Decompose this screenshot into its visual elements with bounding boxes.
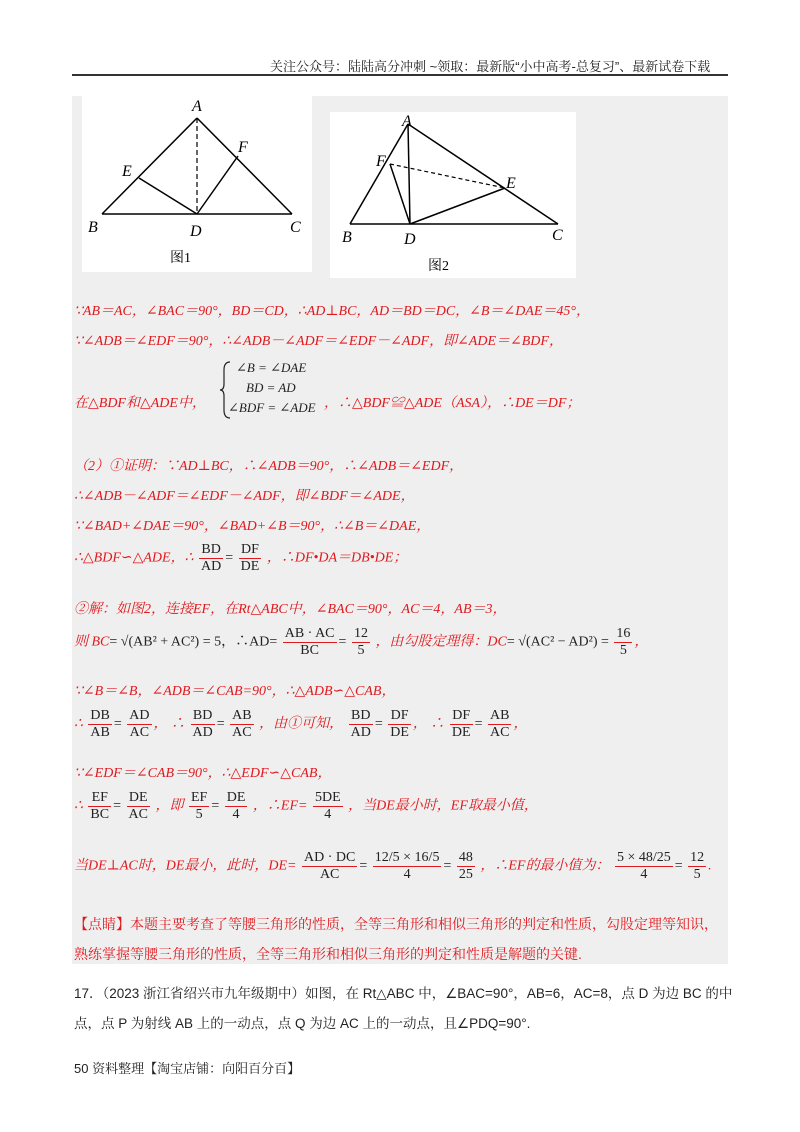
fig2-label-e: E — [506, 175, 516, 192]
fig1-label-b: B — [88, 219, 98, 236]
fraction-bd-ad: $\frac{BD}{AD}$ — [201, 542, 222, 574]
solution-line-9: 则 BC= √(AB² + AC²) = 5，∴AD= $\frac{AB \cdot AC}{BC}$ = $\frac{12}{5}$ ，由勾股定理得：DC= √(AC² − AD²) = $\frac{16}{5}$ ， — [74, 626, 649, 658]
brace-row-3: ∠BDF = ∠ADE — [228, 400, 316, 415]
fig1-label-e: E — [122, 163, 132, 180]
fraction-12-5: $\frac{12}{5}$ — [353, 626, 368, 658]
fig1-label-f: F — [238, 139, 248, 156]
fig2-label-c: C — [552, 227, 563, 244]
question-17-line-1: 17．（2023 浙江省绍兴市九年级期中）如图，在 Rt△ABC 中，∠BAC=90°，AB=6，AC=8，点 D 为边 BC 的中 — [74, 986, 733, 1001]
note-line-1: 【点睛】本题主要考查了等腰三角形的性质，全等三角形和相似三角形的判定和性质，勾股定理等知识， — [74, 916, 718, 932]
solution-line-4: （2）①证明：∵AD⊥BC，∴∠ADB＝90°，∴∠ADB＝∠EDF， — [74, 459, 464, 474]
figure-1 — [82, 96, 312, 272]
solution-line-2: ∵∠ADB＝∠EDF＝90°，∴∠ADB－∠ADF＝∠EDF－∠ADF，即∠ADE＝∠BDF， — [74, 334, 563, 349]
note-line-2: 熟练掌握等腰三角形的性质，全等三角形和相似三角形的判定和性质是解题的关键. — [74, 946, 582, 962]
brace-row-2: BD = AD — [246, 380, 296, 395]
fig2-caption: 图2 — [428, 259, 449, 274]
fig1-label-c: C — [290, 219, 301, 236]
figure-1-diagram — [82, 96, 312, 272]
fig1-label-d: D — [190, 223, 202, 240]
solution-line-3-suffix: ，∴△BDF≌△ADE（ASA），∴DE＝DF； — [324, 396, 581, 411]
question-17-line-2: 点，点 P 为射线 AB 上的一动点，点 Q 为边 AC 上的一动点，且∠PDQ=90°. — [74, 1016, 531, 1031]
solution-line-6: ∵∠BAD+∠DAE＝90°，∠BAD+∠B＝90°，∴∠B＝∠DAE， — [74, 519, 431, 534]
solution-line-10: ∵∠B＝∠B，∠ADB＝∠CAB=90°，∴△ADB∽△CAB， — [74, 684, 396, 699]
figure-2 — [330, 112, 576, 278]
l7-prefix: ∴△BDF∽△ADE，∴ — [74, 550, 194, 566]
page-footer: 50 资料整理【淘宝店铺：向阳百分百】 — [74, 1061, 301, 1076]
page-header: 关注公众号：陆陆高分冲刺 ~领取：最新版“小中高考-总复习”、最新试卷下载 — [270, 59, 711, 74]
solution-line-1: ∵AB＝AC，∠BAC＝90°，BD＝CD，∴AD⊥BC，AD＝BD＝DC，∠B＝∠DAE＝45°， — [74, 304, 591, 319]
fraction-df-de: $\frac{DF}{DE}$ — [240, 542, 260, 574]
fig1-caption: 图1 — [170, 251, 191, 266]
solution-line-14: 当DE⊥AC时，DE最小，此时，DE= $\frac{AD \cdot DC}{AC}$ = $\frac{12/5 \times 16/5}{4}$ = $\frac{48}{25}$ ，∴EF的最小值为： $\frac{5 \times 48/25}{4}$ = $\frac{12}{5}$ . — [74, 850, 712, 882]
solution-line-5: ∴∠ADB－∠ADF＝∠EDF－∠ADF，即∠BDF＝∠ADE， — [74, 489, 415, 504]
fraction-abac-bc: $\frac{AB \cdot AC}{BC}$ — [284, 626, 335, 658]
figure-2-diagram — [330, 112, 576, 278]
brace-row-1: ∠B = ∠DAE — [236, 360, 307, 375]
fig2-label-d: D — [404, 231, 416, 248]
solution-line-7: ∴△BDF∽△ADE，∴ $\frac{BD}{AD}$ = $\frac{DF}{DE}$ ，∴DF•DA＝DB•DE； — [74, 542, 408, 574]
fig2-label-a: A — [402, 113, 412, 130]
l7-suffix: ，∴DF•DA＝DB•DE； — [266, 550, 408, 566]
header-rule — [72, 74, 728, 76]
fraction-16-5: $\frac{16}{5}$ — [616, 626, 631, 658]
solution-line-13: ∴ $\frac{EF}{BC}$ = $\frac{DE}{AC}$ ，即 $\frac{EF}{5}$ = $\frac{DE}{4}$ ，∴EF= $\frac{5DE}{4}$ ，当DE最小时，EF取最小值， — [74, 790, 538, 822]
fig1-label-a: A — [192, 98, 202, 115]
solution-line-3-prefix: 在△BDF和△ADE中， — [74, 396, 206, 411]
solution-line-11: ∴ $\frac{DB}{AB}$ = $\frac{AD}{AC}$ ， ∴ $\frac{BD}{AD}$ = $\frac{AB}{AC}$ ，由①可知， $\frac{BD}{AD}$ = $\frac{DF}{DE}$ ， ∴ $\frac{DF}{DE}$ = $\frac{AB}{AC}$ ， — [74, 708, 528, 740]
fig2-label-b: B — [342, 229, 352, 246]
solution-line-8: ②解：如图2，连接EF，在Rt△ABC中，∠BAC＝90°，AC＝4，AB＝3， — [74, 602, 507, 617]
solution-line-12: ∵∠EDF＝∠CAB＝90°，∴△EDF∽△CAB， — [74, 766, 332, 781]
fig2-label-f: F — [376, 153, 386, 170]
